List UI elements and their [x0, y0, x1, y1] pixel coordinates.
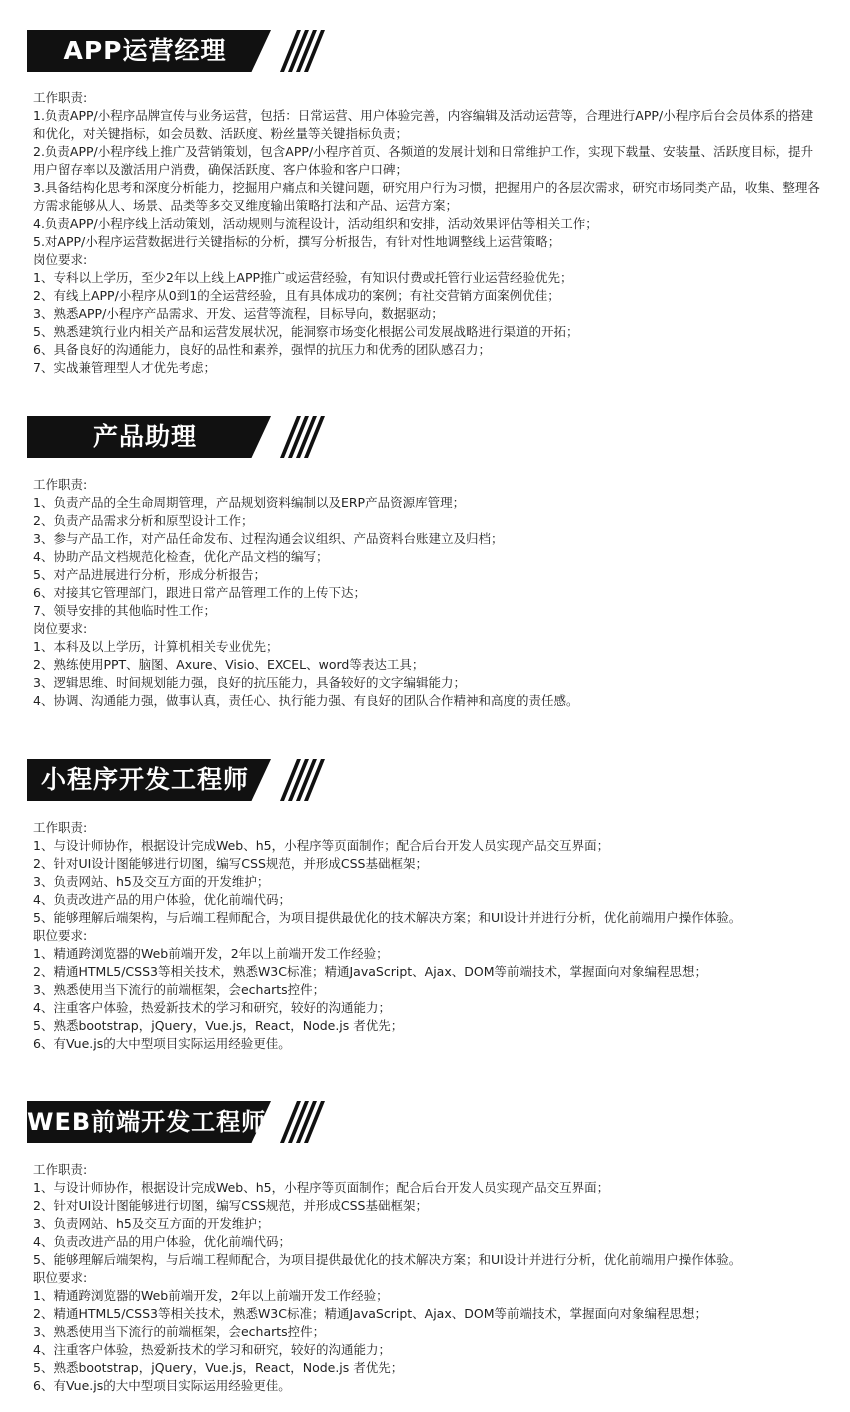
body-line: 3、逻辑思维、时间规划能力强，良好的抗压能力，具备较好的文字编辑能力；: [33, 675, 466, 690]
body-line: 2、针对UI设计图能够进行切图，编写CSS规范，并形成CSS基础框架；: [33, 1198, 428, 1213]
body-line: 工作职责:: [33, 90, 88, 105]
body-line: 3、熟悉APP/小程序产品需求、开发、运营等流程，目标导向，数据驱动；: [33, 306, 444, 321]
body-line: 2、有线上APP/小程序从0到1的全运营经验，且有具体成功的案例；有社交营销方面案例优佳；: [33, 288, 560, 303]
body-line: 4、负责改进产品的用户体验，优化前端代码；: [33, 892, 291, 907]
body-line: 4、负责改进产品的用户体验，优化前端代码；: [33, 1234, 291, 1249]
section-title: APP运营经理: [63, 36, 227, 65]
body-line: 7、领导安排的其他临时性工作；: [33, 603, 216, 618]
body-line: 工作职责:: [33, 477, 88, 492]
body-line: 5、熟悉建筑行业内相关产品和运营发展状况，能洞察市场变化根据公司发展战略进行渠道的开拓；: [33, 324, 579, 339]
slash-decoration-icon: [268, 1101, 308, 1143]
body-line: 岗位要求:: [33, 621, 88, 636]
body-line: 2、精通HTML5/CSS3等相关技术，熟悉W3C标准；精通JavaScript、Ajax、DOM等前端技术，掌握面向对象编程思想；: [33, 1306, 707, 1321]
body-line: 3、负责网站、h5及交互方面的开发维护；: [33, 1216, 270, 1231]
body-line: 5、能够理解后端架构，与后端工程师配合，为项目提供最优化的技术解决方案；和UI设计并进行分析，优化前端用户操作体验。: [33, 1252, 742, 1267]
body-line: 工作职责:: [33, 820, 88, 835]
slash-decoration-icon: [268, 416, 308, 458]
body-line: 1、与设计师协作，根据设计完成Web、h5，小程序等页面制作；配合后台开发人员实现产品交互界面；: [33, 838, 610, 853]
body-line: 职位要求:: [33, 1270, 88, 1285]
body-line: 6、有Vue.js的大中型项目实际运用经验更佳。: [33, 1036, 291, 1051]
section-banner: [0, 759, 300, 801]
section-body: [33, 1161, 823, 1395]
body-line: 1、负责产品的全生命周期管理，产品规划资料编制以及ERP产品资源库管理；: [33, 495, 466, 510]
body-line: 职位要求:: [33, 928, 88, 943]
section-title: 产品助理: [92, 422, 197, 451]
section-body: [33, 476, 823, 710]
body-line: 6、具备良好的沟通能力，良好的品性和素养，强悍的抗压力和优秀的团队感召力；: [33, 342, 491, 357]
section-title: 小程序开发工程师: [40, 765, 249, 794]
body-line: 5、熟悉bootstrap，jQuery，Vue.js，React，Node.js 者优先；: [33, 1360, 404, 1375]
section-body: [33, 819, 823, 1053]
section-banner: [0, 30, 300, 72]
body-line: 5.对APP/小程序运营数据进行关键指标的分析，撰写分析报告，有针对性地调整线上运营策略；: [33, 234, 561, 249]
body-line: 2、负责产品需求分析和原型设计工作；: [33, 513, 254, 528]
body-line: 5、对产品进展进行分析，形成分析报告；: [33, 567, 266, 582]
body-line: 3.具备结构化思考和深度分析能力，挖掘用户痛点和关键问题，研究用户行为习惯，把握用户的各层次需求，研究市场同类产品，收集、整理各方需求能够从人、场景、品类等多交叉维度输出策略打法和产品、运营方案；: [33, 180, 820, 213]
body-line: 7、实战兼管理型人才优先考虑；: [33, 360, 216, 375]
body-line: 4.负责APP/小程序线上活动策划，活动规则与流程设计，活动组织和安排，活动效果评估等相关工作；: [33, 216, 598, 231]
body-line: 2.负责APP/小程序线上推广及营销策划，包含APP/小程序首页、各频道的发展计划和日常维护工作，实现下载量、安装量、活跃度目标，提升用户留存率以及激活用户消费，确保活跃度、客户体验和客户口碑；: [33, 144, 814, 177]
body-line: 1、精通跨浏览器的Web前端开发，2年以上前端开发工作经验；: [33, 946, 389, 961]
section-body: [33, 89, 823, 377]
body-line: 1、与设计师协作，根据设计完成Web、h5，小程序等页面制作；配合后台开发人员实现产品交互界面；: [33, 1180, 610, 1195]
body-line: 工作职责:: [33, 1162, 88, 1177]
body-line: 1.负责APP/小程序品牌宣传与业务运营，包括：日常运营、用户体验完善，内容编辑及活动运营等，合理进行APP/小程序后台会员体系的搭建和优化，对关键指标，如会员数、活跃度、粉丝量等关键指标负责；: [33, 108, 814, 141]
body-line: 4、协助产品文档规范化检查，优化产品文档的编写；: [33, 549, 329, 564]
body-line: 3、熟悉使用当下流行的前端框架，会echarts控件；: [33, 1324, 326, 1339]
body-line: 1、专科以上学历，至少2年以上线上APP推广或运营经验，有知识付费或托管行业运营经验优先；: [33, 270, 573, 285]
body-line: 4、协调、沟通能力强，做事认真，责任心、执行能力强、有良好的团队合作精神和高度的责任感。: [33, 693, 579, 708]
body-line: 6、对接其它管理部门，跟进日常产品管理工作的上传下达；: [33, 585, 366, 600]
job-section-product-assistant: [0, 416, 850, 458]
section-title: WEB前端开发工程师: [27, 1108, 267, 1136]
body-line: 2、针对UI设计图能够进行切图，编写CSS规范，并形成CSS基础框架；: [33, 856, 428, 871]
section-banner: [0, 1101, 300, 1143]
body-line: 5、熟悉bootstrap，jQuery，Vue.js，React，Node.js 者优先；: [33, 1018, 404, 1033]
job-section-app-operations-manager: [0, 30, 850, 72]
body-line: 6、有Vue.js的大中型项目实际运用经验更佳。: [33, 1378, 291, 1393]
slash-decoration-icon: [268, 759, 308, 801]
body-line: 岗位要求:: [33, 252, 88, 267]
body-line: 2、精通HTML5/CSS3等相关技术，熟悉W3C标准；精通JavaScript、Ajax、DOM等前端技术，掌握面向对象编程思想；: [33, 964, 707, 979]
body-line: 4、注重客户体验，热爱新技术的学习和研究，较好的沟通能力；: [33, 1000, 391, 1015]
body-line: 1、精通跨浏览器的Web前端开发，2年以上前端开发工作经验；: [33, 1288, 389, 1303]
body-line: 4、注重客户体验，热爱新技术的学习和研究，较好的沟通能力；: [33, 1342, 391, 1357]
body-line: 3、负责网站、h5及交互方面的开发维护；: [33, 874, 270, 889]
section-banner: [0, 416, 300, 458]
job-section-mini-program-engineer: [0, 759, 850, 801]
body-line: 5、能够理解后端架构，与后端工程师配合，为项目提供最优化的技术解决方案；和UI设计并进行分析，优化前端用户操作体验。: [33, 910, 742, 925]
body-line: 3、熟悉使用当下流行的前端框架，会echarts控件；: [33, 982, 326, 997]
body-line: 2、熟练使用PPT、脑图、Axure、Visio、EXCEL、word等表达工具；: [33, 657, 425, 672]
body-line: 1、本科及以上学历，计算机相关专业优先；: [33, 639, 279, 654]
job-section-web-frontend-engineer: [0, 1101, 850, 1143]
slash-decoration-icon: [268, 30, 308, 72]
body-line: 3、参与产品工作，对产品任命发布、过程沟通会议组织、产品资料台账建立及归档；: [33, 531, 504, 546]
